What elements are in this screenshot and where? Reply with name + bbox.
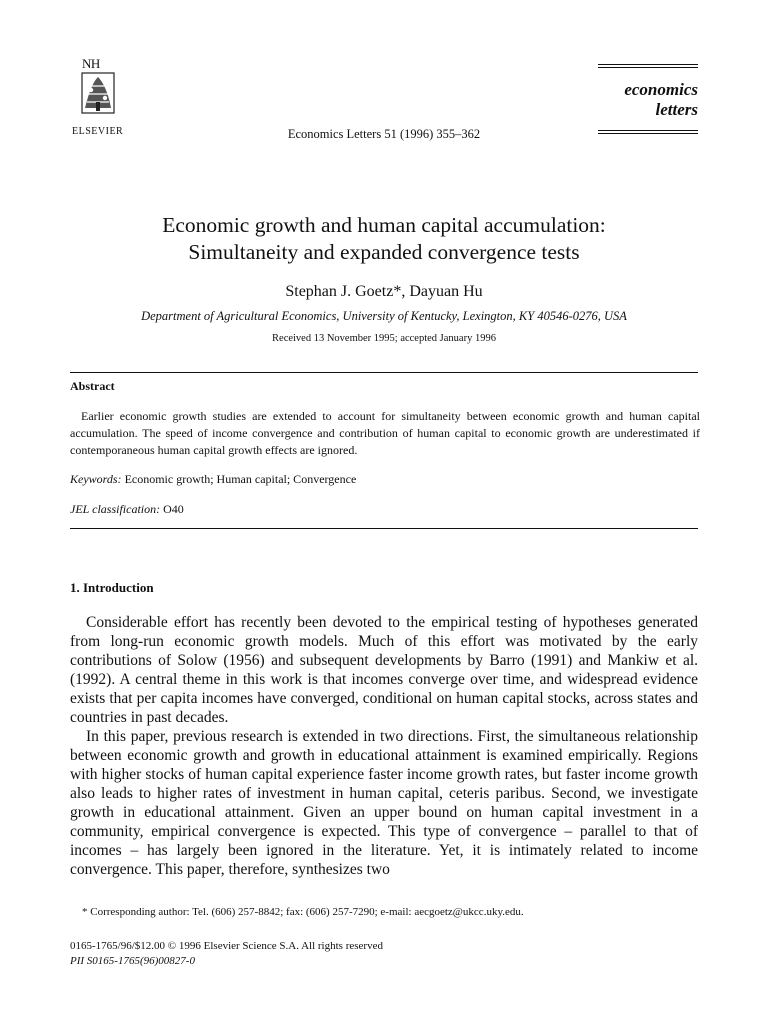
publisher-name: ELSEVIER: [72, 126, 124, 137]
jel-classification: [70, 502, 184, 517]
jel-label: JEL classification:: [70, 502, 161, 516]
abstract-heading: Abstract: [70, 379, 115, 393]
brand-rule-top-thin: [598, 67, 698, 68]
copyright-line: 0165-1765/96/$12.00 © 1996 Elsevier Science S.A. All rights reserved: [70, 940, 383, 952]
jel-value: O40: [163, 502, 184, 516]
logo-mark: NH: [82, 56, 100, 71]
brand-rule-bottom-thin: [598, 133, 698, 134]
divider-top: [70, 372, 698, 373]
journal-brand: [598, 64, 698, 134]
divider-bottom: [70, 528, 698, 529]
affiliation: Department of Agricultural Economics, University of Kentucky, Lexington, KY 40546-0276, USA: [141, 309, 627, 323]
paragraph-1: Considerable effort has recently been devoted to the empirical testing of hypotheses generated from long-run economic growth models. Much of this effort was motivated by the early contributions of Solow (1956) and subsequent developments by Barro (1991) and Mankiw et al. (1992). A central theme in this work is that incomes converge over time, and widespread evidence exists that per capita incomes have converged, conditional on human capital stocks, across states and countries in past decades.: [70, 614, 698, 726]
copyright-block: [70, 939, 383, 969]
brand-rule-bottom: [598, 130, 698, 131]
received-date: Received 13 November 1995; accepted January 1996: [272, 333, 496, 344]
abstract-text: Earlier economic growth studies are extended to account for simultaneity between economic growth and human capital accumulation. The speed of income convergence and contribution of human capital to economic growth are underestimated if contemporaneous human capital growth effects are ignored.: [70, 409, 700, 457]
keywords: [70, 472, 356, 487]
keywords-label: Keywords:: [70, 472, 122, 486]
section-heading: 1. Introduction: [70, 580, 154, 595]
elsevier-tree-icon: [81, 72, 115, 114]
title-line-2: Simultaneity and expanded convergence tests: [188, 240, 580, 264]
keywords-value: Economic growth; Human capital; Convergence: [124, 472, 357, 486]
paragraph-2: In this paper, previous research is extended in two directions. First, the simultaneous relationship between economic growth and growth in educational attainment is examined empirically. Regions with higher stocks of human capital experience faster income growth rates, but faster income growth also leads to higher rates of investment in human capital, ceteris paribus. Second, we investigate growth in educational attainment. Given an upper bound on human capital investment in a community, empirical convergence is expected. This type of convergence – parallel to that of incomes – has largely been ignored in the literature. Yet, it is intimately related to income convergence. This paper, therefore, synthesizes two: [70, 728, 698, 878]
brand-rule-top: [598, 64, 698, 65]
title-line-1: Economic growth and human capital accumulation:: [162, 213, 606, 237]
section-body: [70, 613, 698, 879]
footnote: * Corresponding author: Tel. (606) 257-8842; fax: (606) 257-7290; e-mail: aecgoetz@ukcc.uky.edu.: [82, 906, 524, 918]
journal-name-line1: economics: [624, 80, 698, 99]
journal-reference: Economics Letters 51 (1996) 355–362: [287, 127, 481, 141]
journal-name-line2: letters: [655, 100, 698, 119]
pii-line: PII S0165-1765(96)00827-0: [70, 955, 195, 967]
article-title: [0, 212, 768, 266]
authors: Stephan J. Goetz*, Dayuan Hu: [285, 283, 483, 300]
